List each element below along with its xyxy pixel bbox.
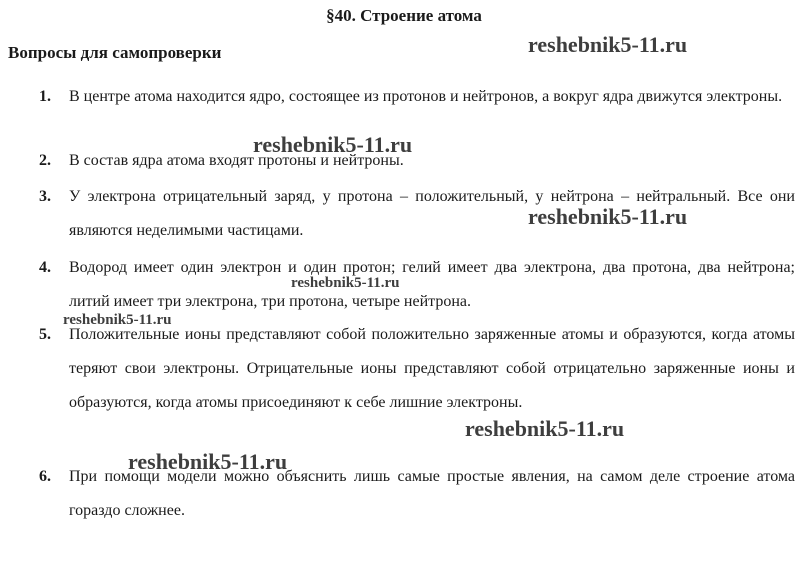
- watermark: reshebnik5-11.ru: [253, 132, 413, 157]
- section-heading: Вопросы для самопроверки: [8, 43, 222, 62]
- watermark: reshebnik5-11.ru: [128, 449, 288, 474]
- answer-number: 4.: [39, 259, 51, 276]
- watermark: reshebnik5-11.ru: [291, 275, 400, 291]
- answer-number: 6.: [39, 468, 51, 485]
- answer-text: У электрона отрицательный заряд, у протона – положительный, у нейтрона – нейтральный. Все они являются неделимыми частицами.: [69, 188, 795, 239]
- answer-text: Водород имеет один электрон и один протон; гелий имеет два электрона, два протона, два нейтрона; литий имеет три электрона, три протона, четыре нейтрона.: [69, 259, 795, 310]
- watermark: reshebnik5-11.ru: [528, 204, 688, 229]
- answer-number: 3.: [39, 188, 51, 205]
- answer-text: В центре атома находится ядро, состоящее из протонов и нейтронов, а вокруг ядра движутся электроны.: [69, 88, 783, 105]
- answer-number: 1.: [39, 88, 51, 105]
- watermark: reshebnik5-11.ru: [63, 312, 172, 328]
- watermark: reshebnik5-11.ru: [465, 416, 625, 441]
- answer-text: Положительные ионы представляют собой положительно заряженные атомы и образуются, когда атомы теряют свои электроны. Отрицательные ионы представляют собой отрицательно заряженные ионы и образуются, когда атомы присоединяют к себе лишние электроны.: [69, 326, 795, 411]
- page-title: §40. Строение атома: [326, 6, 482, 25]
- answer-number: 2.: [39, 152, 51, 169]
- answer-number: 5.: [39, 326, 51, 343]
- answer-text: В состав ядра атома входят протоны и нейтроны.: [69, 152, 404, 169]
- answer-text: При помощи модели можно объяснить лишь самые простые явления, на самом деле строение атома гораздо сложнее.: [69, 468, 795, 519]
- watermark: reshebnik5-11.ru: [528, 32, 688, 57]
